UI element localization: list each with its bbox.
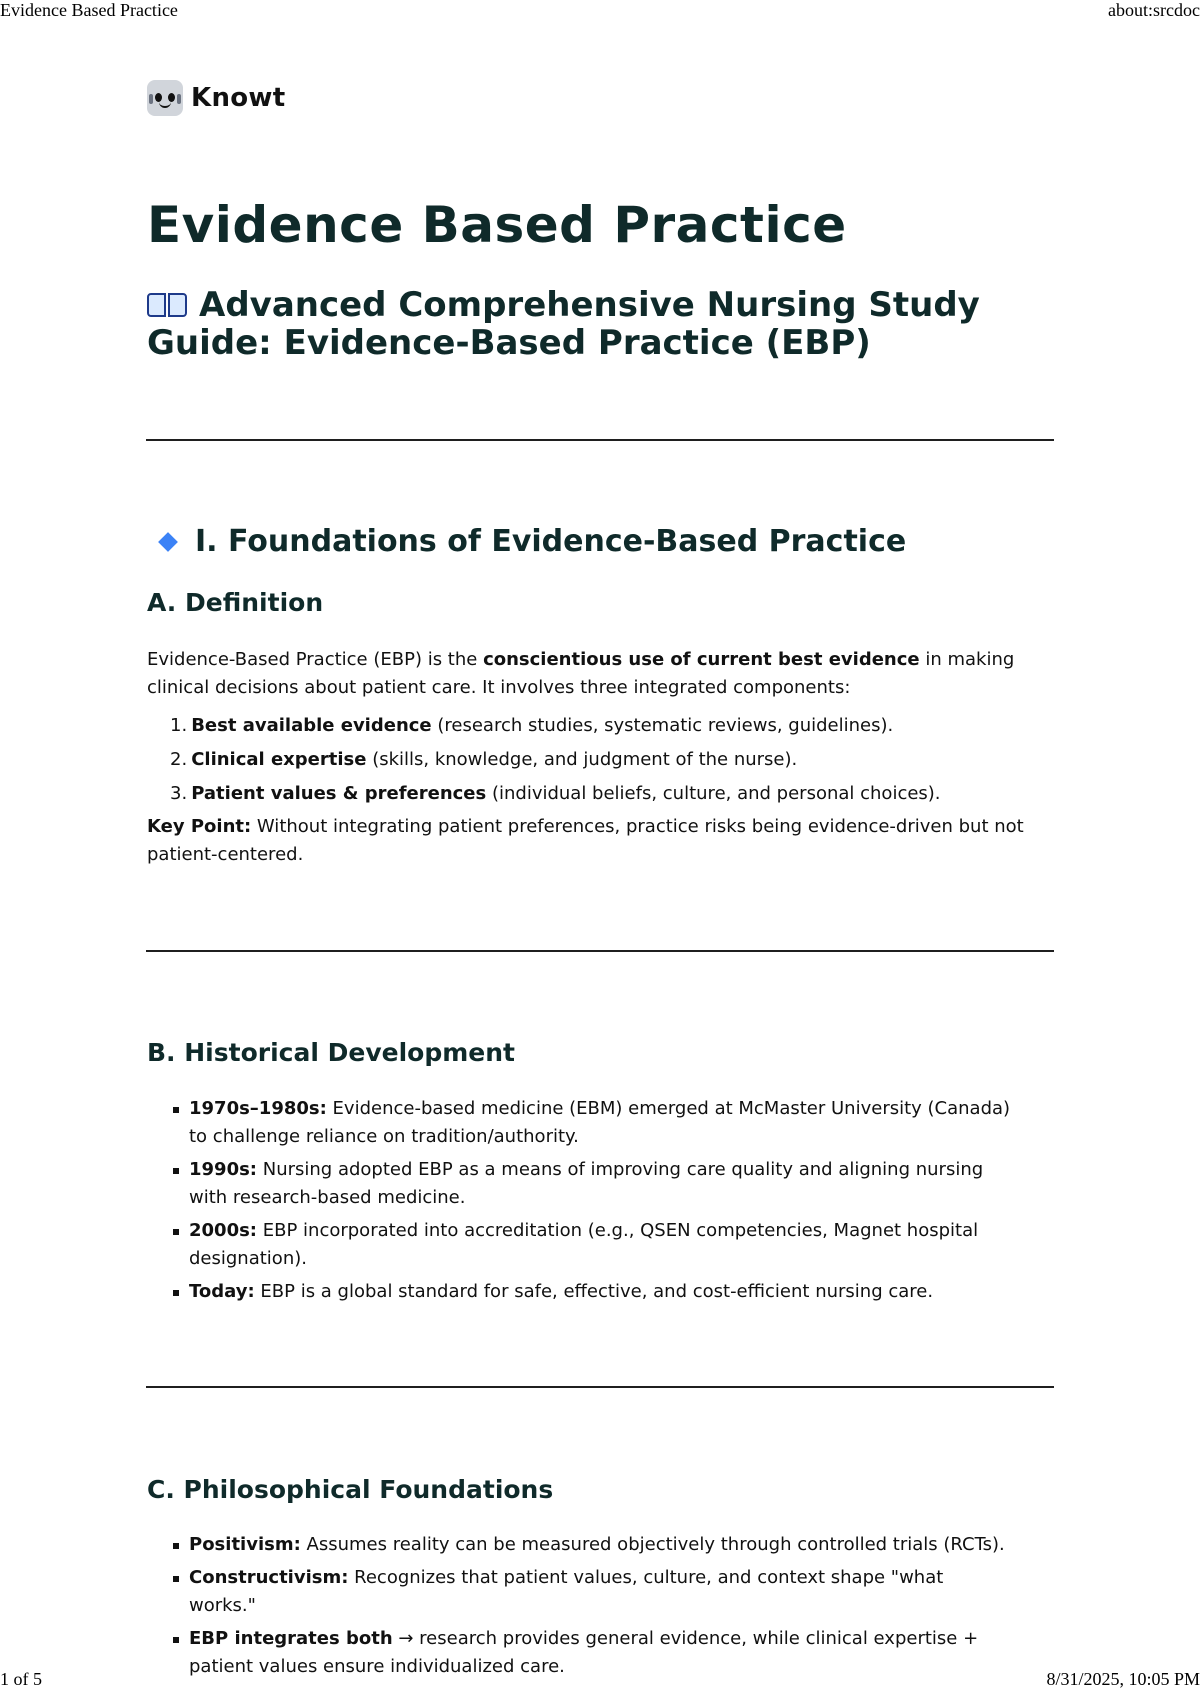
list-item-term: 1990s:	[189, 1159, 258, 1180]
divider	[146, 1386, 1054, 1388]
subtitle-text: Advanced Comprehensive Nursing Study Guide: Evidence-Based Practice (EBP)	[147, 285, 980, 363]
philosophy-list	[173, 1531, 1013, 1686]
list-item-term: Constructivism:	[189, 1567, 349, 1588]
definition-heading: A. Definition	[147, 588, 324, 617]
list-item-text: → research provides general evidence, while clinical expertise + patient values ensure individualized care.	[189, 1628, 979, 1677]
list-item-text: EBP is a global standard for safe, effective, and cost-efficient nursing care.	[254, 1281, 934, 1302]
list-item-text: (skills, knowledge, and judgment of the nurse).	[366, 749, 798, 770]
list-item	[173, 1564, 1013, 1620]
list-item-text: Nursing adopted EBP as a means of improving care quality and aligning nursing with research-based medicine.	[189, 1159, 984, 1208]
history-heading: B. Historical Development	[147, 1038, 515, 1067]
list-item	[173, 1531, 1013, 1559]
list-item-term: Patient values & preferences	[191, 783, 487, 804]
list-item-text: (individual beliefs, culture, and personal choices).	[486, 783, 941, 804]
list-item	[173, 1217, 1013, 1273]
list-item-term: Best available evidence	[191, 715, 432, 736]
key-point	[147, 813, 1047, 869]
list-item	[173, 1095, 1013, 1151]
list-item-text: Evidence-based medicine (EBM) emerged at McMaster University (Canada) to challenge reliance on tradition/authority.	[189, 1098, 1011, 1147]
list-item	[170, 782, 1050, 806]
list-item-text: Recognizes that patient values, culture, and context shape "what works."	[189, 1567, 944, 1616]
definition-paragraph	[147, 646, 1047, 702]
definition-intro-bold: conscientious use of current best evidence	[483, 649, 920, 670]
list-item	[170, 714, 1050, 738]
brand-logo[interactable]	[147, 80, 285, 116]
page-title: Evidence Based Practice	[147, 196, 847, 254]
print-header-title: Evidence Based Practice	[0, 0, 178, 20]
list-item	[173, 1156, 1013, 1212]
section-heading	[158, 524, 906, 559]
diamond-icon	[158, 532, 178, 552]
list-number: 2.	[170, 749, 188, 770]
list-number: 3.	[170, 783, 188, 804]
definition-intro-text: Evidence-Based Practice (EBP) is the	[147, 649, 484, 670]
list-number: 1.	[170, 715, 188, 736]
history-list	[173, 1095, 1013, 1311]
components-list	[170, 714, 1050, 816]
knowt-mascot-icon	[147, 80, 183, 116]
divider	[146, 439, 1054, 441]
list-item	[173, 1625, 1013, 1681]
philosophy-heading: C. Philosophical Foundations	[147, 1475, 554, 1504]
list-item-text: EBP incorporated into accreditation (e.g., QSEN competencies, Magnet hospital designation).	[189, 1220, 979, 1269]
list-item	[170, 748, 1050, 772]
open-book-icon	[147, 291, 187, 319]
list-item-term: EBP integrates both	[189, 1628, 393, 1649]
list-item-text: (research studies, systematic reviews, guidelines).	[431, 715, 894, 736]
print-page-number: 1 of 5	[0, 1669, 42, 1689]
section-heading-text: I. Foundations of Evidence-Based Practice	[195, 524, 907, 559]
page-subtitle	[147, 286, 1052, 362]
list-item	[173, 1278, 1013, 1306]
list-item-term: Today:	[189, 1281, 255, 1302]
key-point-label: Key Point:	[147, 816, 252, 837]
brand-name: Knowt	[191, 83, 286, 113]
print-header-url: about:srcdoc	[1108, 0, 1200, 20]
definition-intro-text-end: in making clinical decisions about patient care. It involves three integrated components:	[147, 649, 1015, 698]
divider	[146, 950, 1054, 952]
list-item-term: Clinical expertise	[191, 749, 367, 770]
print-timestamp: 8/31/2025, 10:05 PM	[1046, 1669, 1200, 1689]
list-item-term: 1970s–1980s:	[189, 1098, 327, 1119]
list-item-text: Assumes reality can be measured objectively through controlled trials (RCTs).	[300, 1534, 1005, 1555]
key-point-text: Without integrating patient preferences, practice risks being evidence-driven but not patient-centered.	[147, 816, 1024, 865]
list-item-term: Positivism:	[189, 1534, 301, 1555]
list-item-term: 2000s:	[189, 1220, 258, 1241]
